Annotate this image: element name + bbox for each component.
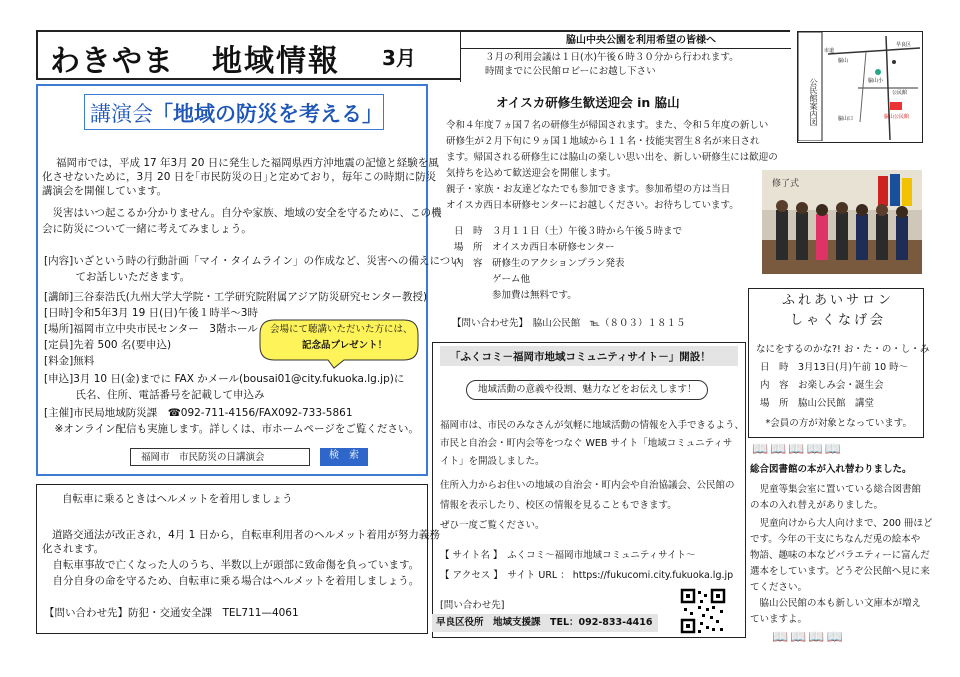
salon-line-3: 内 容 お楽しみ会・誕生会 bbox=[760, 380, 884, 391]
books-line-5: 物語、趣味の本などバラエティーに富んだ bbox=[750, 550, 930, 561]
books-line-9: ていますよ。 bbox=[750, 614, 808, 625]
qr-code[interactable] bbox=[680, 588, 726, 634]
park-line-2: 時間までに公民館ロビーにお越し下さい bbox=[485, 66, 656, 77]
helmet-line-2: 化されます。 bbox=[42, 543, 105, 555]
lecture-body-1: 福岡市では，平成 17 年3月 20 日に発生した福岡県西方沖地震の記憶と経験を風 bbox=[56, 157, 439, 169]
helmet-title: 自転車に乗るときはヘルメットを着用しましょう bbox=[62, 493, 293, 505]
fukucomi-line-4: 住所入力からお住いの地域の自治会・町内会や自治協議会、公民館の bbox=[440, 480, 735, 491]
books-line-7: てください。 bbox=[750, 582, 808, 593]
svg-text:市道: 市道 bbox=[824, 48, 835, 54]
lecture-body-5: 会に防災について一緒に考えてみましょう。 bbox=[42, 223, 252, 235]
bubble-line-1: 会場にて聴講いただいた方には、 bbox=[270, 324, 413, 335]
park-line-1: ３月の利用会議は１日(水)午後６時３０分から行われます。 bbox=[485, 52, 739, 63]
lecture-detail-4: [日時]令和5年3月 19 日(日)午後１時半～3時 bbox=[44, 307, 258, 319]
oisca-line-4: 気持ちを込めて歓送迎会を開催します。 bbox=[446, 168, 617, 179]
photo-sign: 修了式 bbox=[772, 179, 800, 189]
bubble-line-2: 記念品プレゼント！ bbox=[302, 340, 388, 351]
books-line-8: 脇山公民館の本も新しい文庫本が増え bbox=[750, 598, 922, 609]
lecture-detail-3: [講師]三谷泰浩氏(九州大学大学院・工学研究院附属アジア防災研究センター教授) bbox=[44, 291, 428, 303]
oisca-schedule-4: ゲーム他 bbox=[454, 274, 531, 285]
area-map bbox=[797, 31, 923, 143]
map-label: 公民館案内図 bbox=[809, 78, 818, 126]
books-line-6: 選本をしています。どうぞ公民館へ見に来 bbox=[750, 566, 930, 577]
helmet-line-1: 道路交通法が改正され，4月 1 日から，自転車利用者のヘルメット着用が努力義務 bbox=[52, 529, 440, 541]
books-title: 総合図書館の本が入れ替わりました。 bbox=[750, 464, 912, 475]
salon-line-1: なにをするのかな?! お・た・の・し・み bbox=[756, 344, 930, 355]
lecture-detail-11: ※オンライン配信も実施します。詳しくは、市ホームページをご覧ください。 bbox=[44, 423, 419, 435]
lecture-detail-2: てお話しいただきます。 bbox=[44, 271, 191, 283]
salon-line-4: 場 所 脇山公民館 講堂 bbox=[760, 398, 875, 409]
lecture-detail-8: [申込]3月 10 日(金)までに FAX かメール(bousai01@city.fukuoka.lg.jp)に bbox=[44, 373, 405, 385]
oisca-schedule-1: 日 時 ３月１１日（土）午後３時から午後５時まで bbox=[454, 226, 683, 237]
header-month: 3月 bbox=[382, 46, 416, 70]
lecture-detail-10: [主催]市民局地域防災課 ☎092-711-4156/FAX092-733-5861 bbox=[44, 407, 353, 419]
oisca-schedule-5: 参加費は無料です。 bbox=[454, 290, 577, 301]
svg-text:公民館: 公民館 bbox=[892, 90, 908, 96]
lecture-title-main: 「地域の防災を考える」 bbox=[152, 102, 383, 126]
park-heading: 脇山中央公園を利用希望の皆様へ bbox=[566, 35, 716, 46]
lecture-title-prefix: 講演会 bbox=[90, 102, 153, 126]
trainee-photo bbox=[762, 170, 922, 274]
books-line-1: 児童等集会室に置いている総合図書館 bbox=[750, 484, 922, 495]
fukucomi-line-2: 市民と自治会・町内会等をつなぐ WEB サイト「地域コミュニティサ bbox=[440, 438, 733, 449]
fukucomi-contact-label: [問い合わせ先] bbox=[440, 600, 505, 611]
photo-drawing bbox=[762, 170, 922, 274]
fukucomi-line-5: 情報を表示したり、校区の情報を見ることもできます。 bbox=[440, 500, 677, 511]
fukucomi-contact: 早良区役所 地域支援課 TEL：092-833-4416 bbox=[436, 617, 653, 628]
fukucomi-line-3: イト」を開設しました。 bbox=[440, 456, 545, 467]
helmet-line-3: 自転車事故で亡くなった人のうち、半数以上が頭部に致命傷を負っています。 bbox=[42, 559, 420, 571]
helmet-contact: 【問い合わせ先】防犯・交通安全課 TEL711—4061 bbox=[44, 607, 299, 619]
lecture-detail-6: [定員]先着 500 名(要申込) bbox=[44, 339, 172, 351]
oisca-schedule-3: 内 容 研修生のアクションプラン発表 bbox=[454, 258, 625, 269]
svg-text:脇山: 脇山 bbox=[838, 58, 849, 64]
salon-title-2: しゃくなげ会 bbox=[790, 313, 887, 328]
oisca-line-5: 親子・家族・お友達どなたでも参加できます。参加希望の方は当日 bbox=[446, 184, 731, 195]
lecture-body-2: 化させないために，3月 20 日を｢市民防災の日｣と定めており，毎年この時期に防災 bbox=[42, 171, 437, 183]
oisca-line-2: 研修生が２月下旬に９ヵ国１地域から１１名・技能実習生８名が来日され bbox=[446, 136, 760, 147]
svg-text:脇山小: 脇山小 bbox=[868, 78, 884, 84]
oisca-line-1: 令和４年度７ヵ国７名の研修生が帰国されます。また、令和５年度の新しい bbox=[446, 120, 769, 131]
oisca-line-3: ます。帰国される研修生には脇山の楽しい思い出を、新しい研修生には歓迎の bbox=[446, 152, 778, 163]
salon-line-5: *会員の方が対象となっています。 bbox=[756, 418, 912, 429]
fukucomi-site-name: 【 サイト名 】 ふくコミ～福岡市地域コミュニティサイト～ bbox=[440, 550, 696, 561]
fukucomi-tag: 地域活動の意義や役割、魅力などをお伝えします！ bbox=[478, 384, 697, 395]
book-icons-top: 📖📖📖📖📖 bbox=[752, 442, 843, 457]
svg-text:脇山口: 脇山口 bbox=[838, 116, 854, 122]
fukucomi-line-6: ぜひ一度ご覧ください。 bbox=[440, 520, 545, 531]
lecture-detail-1: [内容]いざという時の行動計画「マイ・タイムライン」の作成など、災害への備えについ bbox=[44, 255, 461, 267]
header-title-2: 地域情報 bbox=[212, 44, 340, 79]
helmet-line-4: 自分自身の命を守るため、自転車に乗る場合はヘルメットを着用しましょう。 bbox=[42, 575, 420, 587]
fukucomi-title: 「ふくコミ－福岡市地域コミュニティサイト－」開設！ bbox=[450, 351, 711, 363]
oisca-schedule-2: 場 所 オイスカ西日本研修センター bbox=[454, 242, 615, 253]
salon-line-2: 日 時 3月13日(月)午前 10 時～ bbox=[760, 362, 909, 373]
search-text: 福岡市 市民防災の日講演会 bbox=[141, 452, 265, 463]
lecture-body-3: 講演会を開催しています。 bbox=[42, 185, 168, 197]
svg-text:早良区: 早良区 bbox=[896, 42, 912, 48]
oisca-contact: 【問い合わせ先】 脇山公民館 ℡（８０３）１８１５ bbox=[452, 318, 686, 329]
search-box[interactable] bbox=[130, 448, 310, 466]
park-heading-rule bbox=[461, 48, 791, 49]
books-line-3: 児童向けから大人向けまで、200 冊ほど bbox=[750, 518, 933, 529]
oisca-line-6: オイスカ西日本研修センターにお越しください。お待ちしています。 bbox=[446, 200, 739, 211]
lecture-body-4: 災害はいつ起こるか分かりません。自分や家族、地域の安全を守るために、この機 bbox=[42, 207, 442, 219]
lecture-detail-9: 氏名、住所、電話番号を記載して申込み bbox=[44, 389, 265, 401]
books-line-2: の本の入れ替えがありました。 bbox=[750, 500, 884, 511]
lecture-detail-5: [場所]福岡市立中央市民センター 3階ホール bbox=[44, 323, 258, 335]
book-icons-bottom: 📖📖📖📖 bbox=[772, 630, 845, 645]
fukucomi-access[interactable]: 【 アクセス 】 サイト URL ： https://fukucomi.city.fukuoka.lg.jp bbox=[440, 570, 734, 581]
salon-title-1: ふれあいサロン bbox=[782, 293, 895, 308]
fukucomi-line-1: 福岡市は、市民のみなさんが気軽に地域活動の情報を入手できるよう、 bbox=[440, 420, 745, 431]
header-title-1: わきやま bbox=[50, 44, 174, 79]
svg-text:脇山公民館: 脇山公民館 bbox=[884, 114, 910, 120]
search-button[interactable]: 検 索 bbox=[320, 448, 368, 466]
oisca-title: オイスカ研修生歓送迎会 in 脇山 bbox=[496, 95, 680, 110]
park-notice bbox=[460, 30, 790, 82]
books-line-4: です。今年の干支にちなんだ兎の絵本や bbox=[750, 534, 921, 545]
lecture-detail-7: [料金]無料 bbox=[44, 355, 95, 367]
